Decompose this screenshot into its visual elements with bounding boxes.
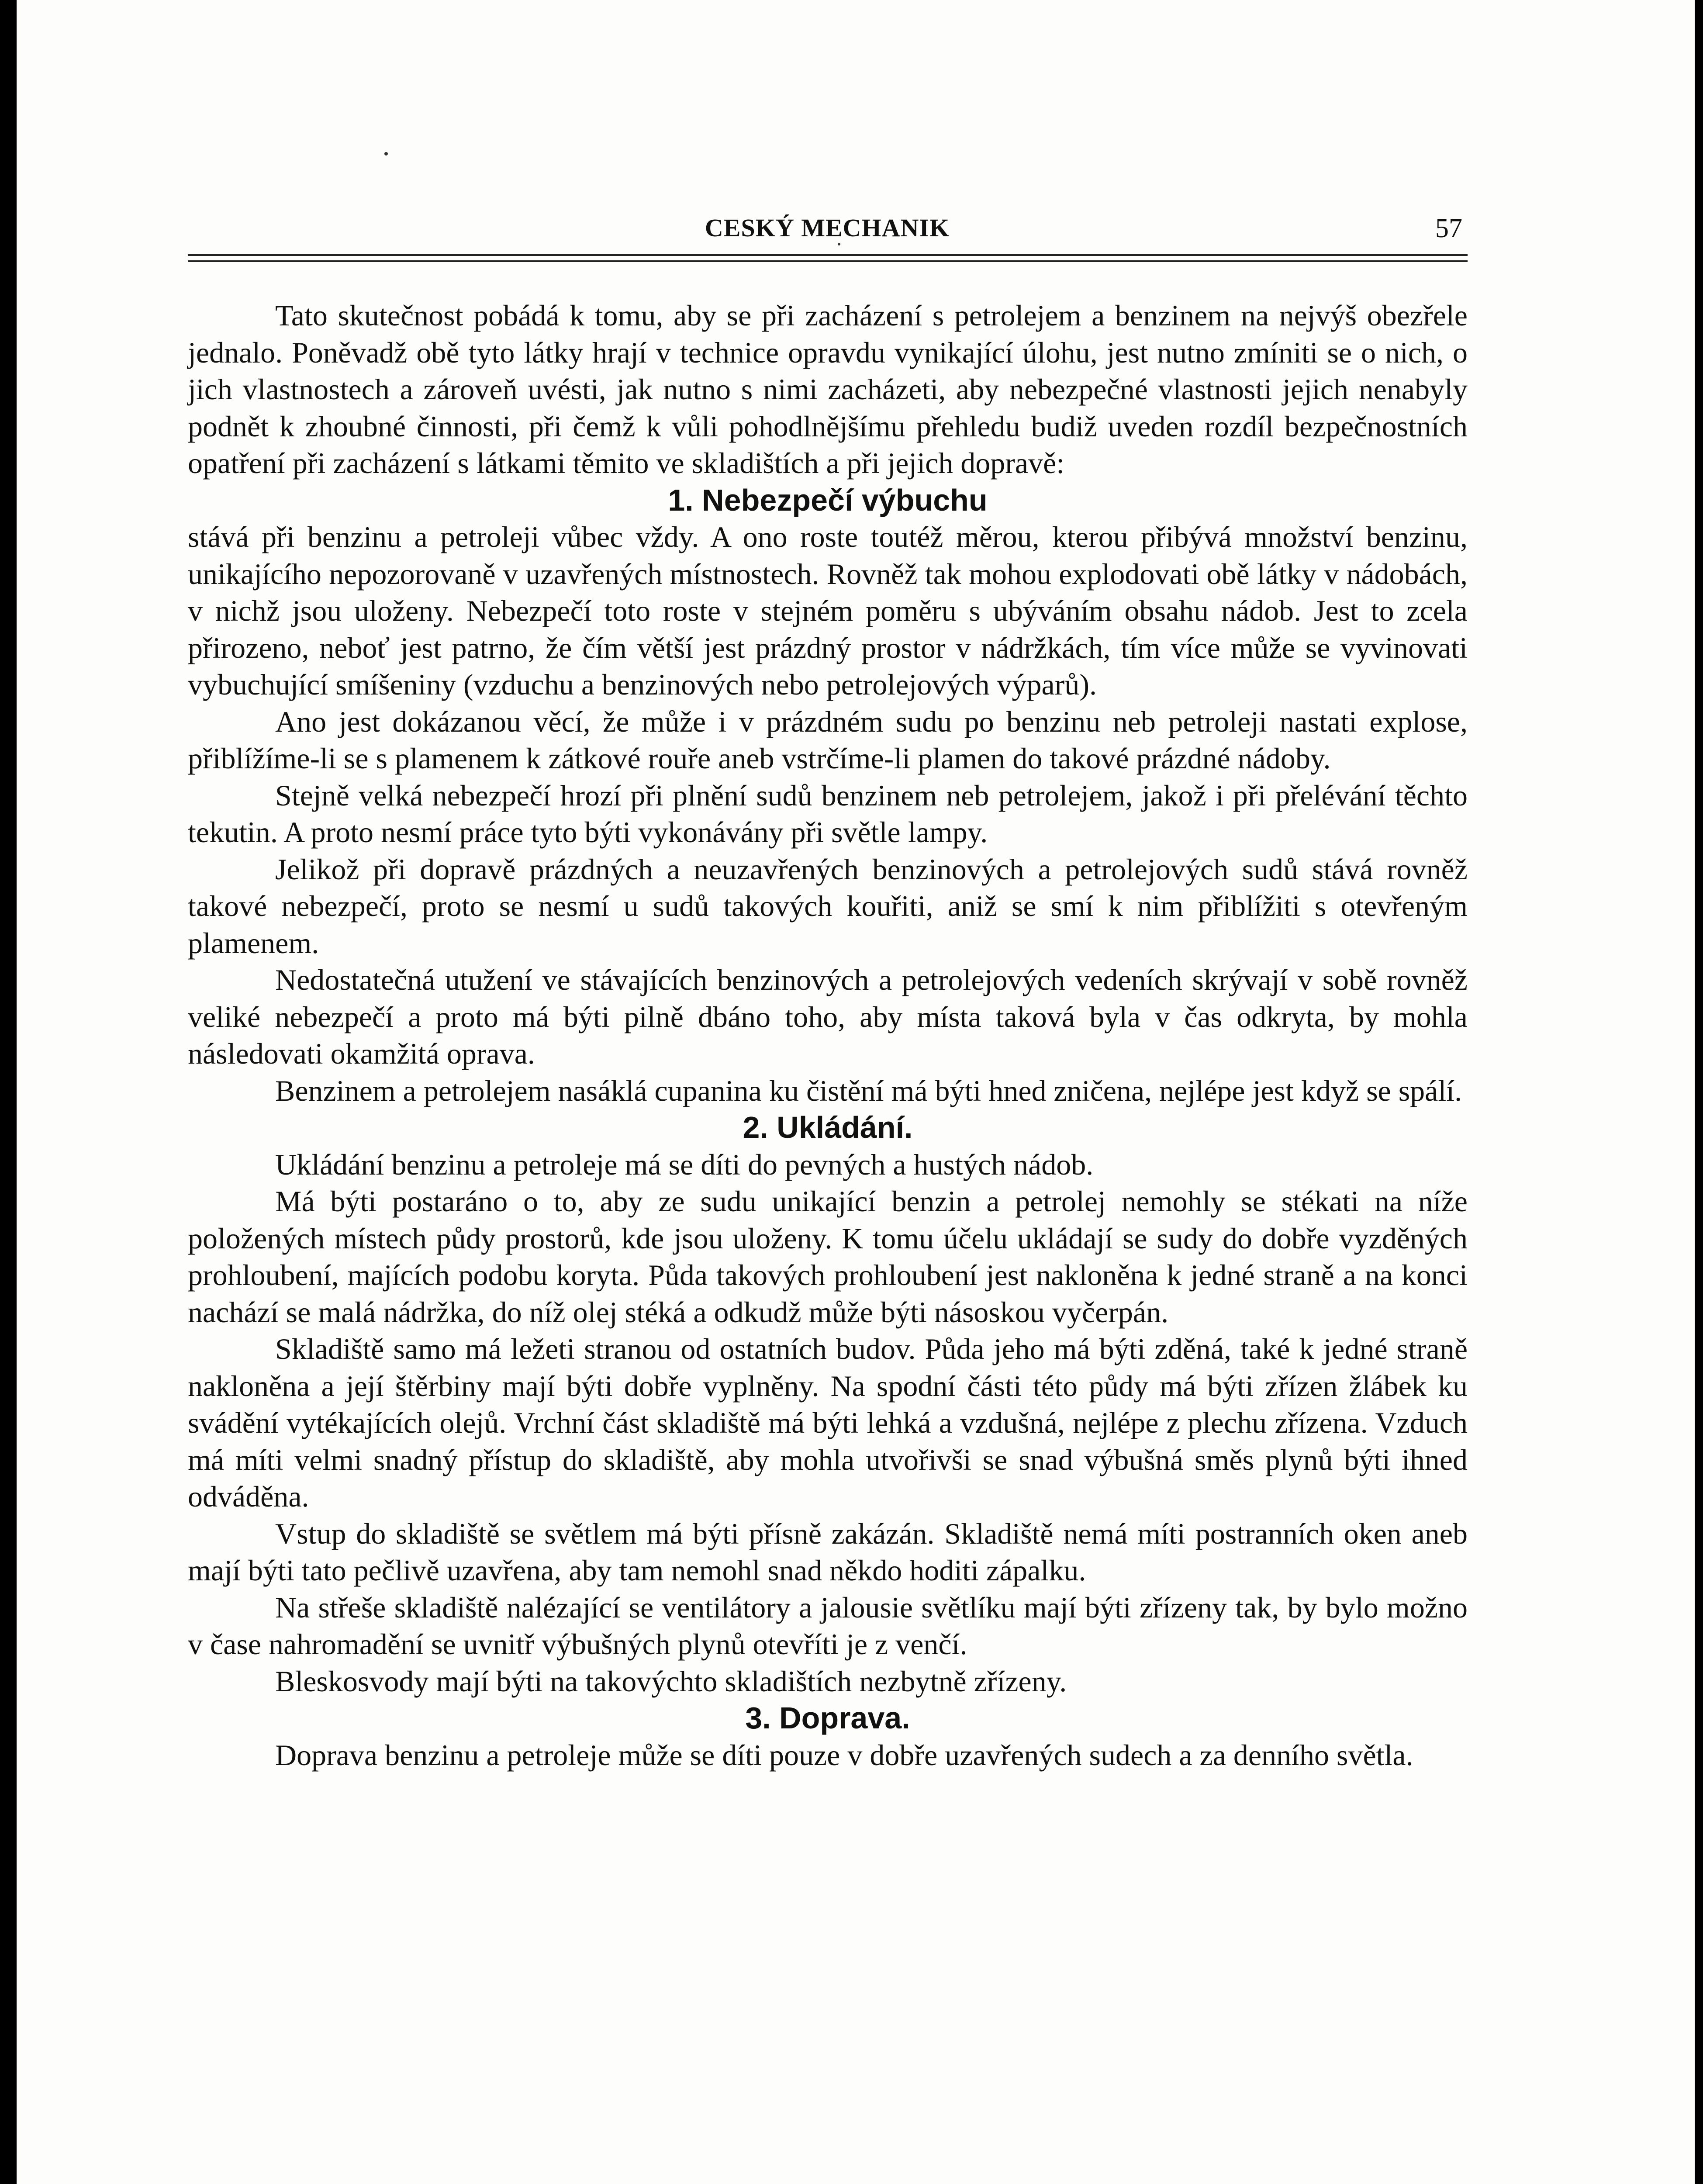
section-heading-storage: 2. Ukládání. [743,1110,913,1144]
paragraph: Skladiště samo má ležeti stranou od ostatních budov. Půda jeho má býti zděná, také k jedné straně nakloněna a její štěrbiny mají býti dobře vyplněny. Na spodní části této půdy má býti zřízen žlábek ku svádění vytékajících olejů. Vrchní část skladiště má býti lehká a vzdušná, nejlépe z plechu zřízena. Vzduch má míti velmi snadný přístup do skladiště, aby mohla utvořivši se snad výbušná směs plynů býti ihned odváděna. [188,1332,1468,1513]
section-heading-explosion: 1. Nebezpečí výbuchu [668,483,988,517]
header-rule-top [188,254,1468,256]
print-speck [384,152,388,156]
intro-paragraph: Tato skutečnost pobádá k tomu, aby se při zacházení s petrolejem a benzinem na nejvýš obezřele jednalo. Poněvadž obě tyto látky hrají v technice opravdu vynikající úlohu, jest nutno zmíniti se o nich, o jich vlastnostech a zároveň uvésti, jak nutno s nimi zacházeti, aby nebezpečné vlastnosti jejich nenabyly podnět k zhoubné činnosti, při čemž k vůli pohodlnějšímu přehledu budiž uveden rozdíl bezpečnostních opatření při zacházení s látkami těmito ve skladištích a při jejich dopravě: [188,299,1468,480]
page-number: 57 [1435,214,1462,243]
paragraph: Na střeše skladiště nalézající se ventilátory a jalousie světlíku mají býti zřízeny tak, by bylo možno v čase nahromadění se uvnitř výbušných plynů otevříti je z venčí. [188,1590,1468,1661]
paragraph: Ukládání benzinu a petroleje má se díti do pevných a hustých nádob. [275,1147,1094,1181]
page-header [188,213,1467,248]
section-heading-transport: 3. Doprava. [745,1701,910,1735]
running-title: CESKÝ MECHANIK [705,214,950,242]
paper-sheet [17,0,1695,2184]
paragraph: Má býti postaráno o to, aby ze sudu unikající benzin a petrolej nemohly se stékati na níže položených místech půdy prostorů, kde jsou uloženy. K tomu účelu ukládají se sudy do dobře vyzděných prohloubení, majících podobu koryta. Půda takových prohloubení jest nakloněna k jedné straně a na konci nachází se malá nádržka, do níž olej stéká a odkudž může býti násoskou vyčerpán. [188,1185,1468,1329]
paragraph: Benzinem a petrolejem nasáklá cupanina ku čistění má býti hned zničena, nejlépe jest když se spálí. [275,1074,1462,1107]
paragraph: Doprava benzinu a petroleje může se díti pouze v dobře uzavřených sudech a za denního světla. [275,1738,1413,1772]
paragraph: Ano jest dokázanou věcí, že může i v prázdném sudu po benzinu neb petroleji nastati explose, přiblížíme-li se s plamenem k zátkové rouře aneb vstrčíme-li plamen do takové prázdné nádoby. [188,705,1468,775]
article-body [188,297,1468,1773]
paragraph: Bleskosvody mají býti na takovýchto skladištích nezbytně zřízeny. [275,1664,1067,1698]
paragraph: stává při benzinu a petroleji vůbec vždy. A ono roste toutéž měrou, kterou přibývá množství benzinu, unikajícího nepozorovaně v uzavřených místnostech. Rovněž tak mohou explodovati obě látky v nádobách, v nichž jsou uloženy. Nebezpečí toto roste v stejném poměru s ubýváním obsahu nádob. Jest to zcela přirozeno, neboť jest patrno, že čím větší jest prázdný prostor v nádržkách, tím více může se vyvinovati vybuchující smíšeniny (vzduchu a benzinových nebo petrolejových výparů). [188,520,1468,701]
paragraph: Nedostatečná utužení ve stávajících benzinových a petrolejových vedeních skrývají v sobě rovněž veliké nebezpečí a proto má býti pilně dbáno toho, aby místa taková byla v čas odkryta, by mohla následovati okamžitá oprava. [188,963,1468,1070]
header-rule-bottom [188,260,1468,262]
paragraph: Stejně velká nebezpečí hrozí při plnění sudů benzinem neb petrolejem, jakož i při přelévání těchto tekutin. A proto nesmí práce tyto býti vykonávány při světle lampy. [188,778,1468,849]
paragraph: Vstup do skladiště se světlem má býti přísně zakázán. Skladiště nemá míti postranních oken aneb mají býti tato pečlivě uzavřena, aby tam nemohl snad někdo hoditi zápalku. [188,1517,1468,1587]
paragraph: Jelikož při dopravě prázdných a neuzavřených benzinových a petrolejových sudů stává rovněž takové nebezpečí, proto se nesmí u sudů takových kouřiti, aniž se smí k nim přiblížiti s otevřeným plamenem. [188,852,1468,960]
